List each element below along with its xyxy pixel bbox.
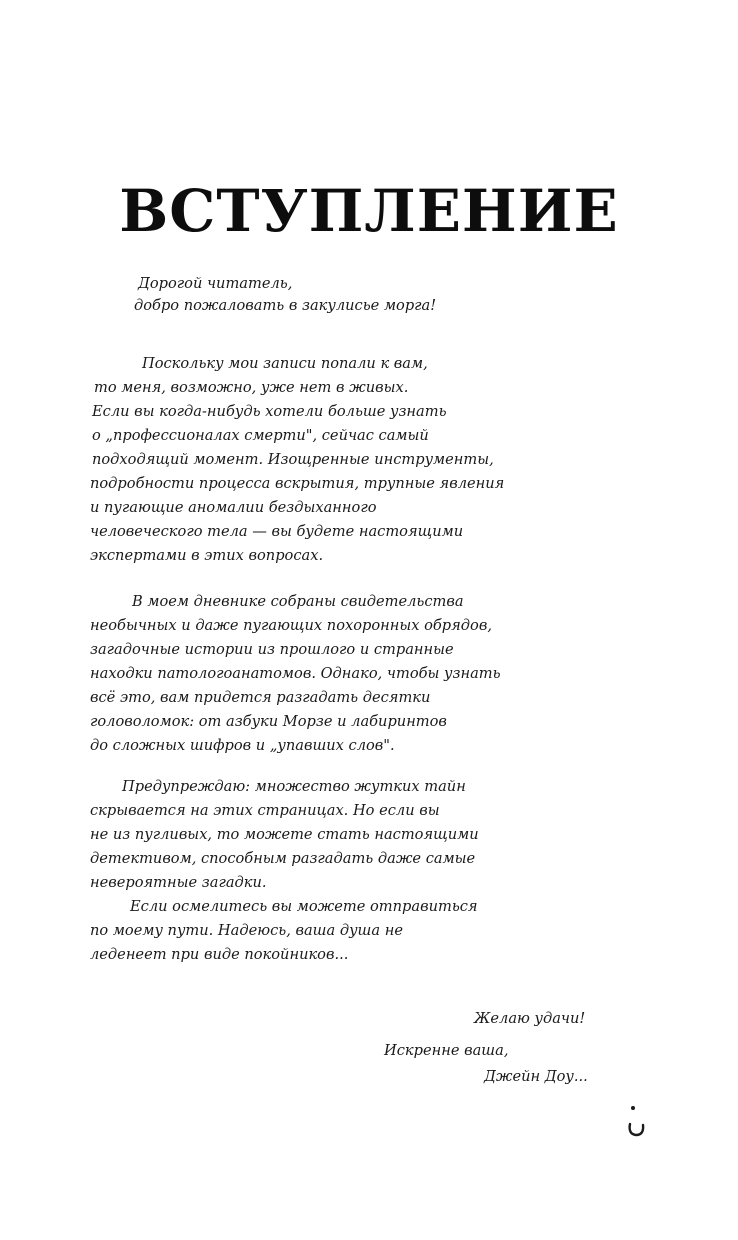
paragraph-line: подходящий момент. Изощренные инструменты, — [92, 451, 494, 468]
greeting-line: добро пожаловать в закулисье морга! — [134, 297, 437, 314]
paragraph-line: В моем дневнике собраны свидетельства — [132, 593, 464, 610]
paragraph-line: человеческого тела — вы будете настоящими — [90, 523, 464, 540]
paragraph-line: до сложных шифров и „упавших слов". — [90, 737, 395, 754]
paragraph-line: о „профессионалах смерти", сейчас самый — [92, 427, 429, 444]
closing-sign-off: Искренне ваша, — [384, 1042, 509, 1059]
paragraph-line: Предупреждаю: множество жутких тайн — [122, 778, 466, 795]
paragraph-line: головоломок: от азбуки Морзе и лабиринтов — [90, 713, 447, 730]
paragraph-line: Если осмелитесь вы можете отправиться — [130, 898, 478, 915]
paragraph-line: Поскольку мои записи попали к вам, — [142, 355, 428, 372]
signature: Джейн Доу... — [484, 1068, 588, 1085]
paragraph-line: то меня, возможно, уже нет в живых. — [94, 379, 409, 396]
paragraph-line: необычных и даже пугающих похоронных обрядов, — [90, 617, 492, 634]
paragraph-line: и пугающие аномалии бездыханного — [90, 499, 377, 516]
decorative-mark-icon — [624, 1104, 648, 1140]
paragraph-line: экспертами в этих вопросах. — [90, 547, 324, 564]
closing-wish: Желаю удачи! — [474, 1010, 586, 1027]
paragraph-line: по моему пути. Надеюсь, ваша душа не — [90, 922, 403, 939]
paragraph-line: леденеет при виде покойников... — [90, 946, 349, 963]
greeting-line: Дорогой читатель, — [138, 275, 293, 292]
paragraph-line: невероятные загадки. — [90, 874, 267, 891]
paragraph-line: Если вы когда-нибудь хотели больше узнать — [92, 403, 447, 420]
paragraph-line: подробности процесса вскрытия, трупные явления — [90, 475, 505, 492]
page-title: ВСТУПЛЕНИЕ — [119, 177, 619, 245]
paragraph-line: загадочные истории из прошлого и странные — [90, 641, 454, 658]
paragraph-line: всё это, вам придется разгадать десятки — [90, 689, 431, 706]
paragraph-line: скрывается на этих страницах. Но если вы — [90, 802, 440, 819]
paragraph-line: не из пугливых, то можете стать настоящими — [90, 826, 479, 843]
paragraph-line: находки патологоанатомов. Однако, чтобы узнать — [90, 665, 501, 682]
paragraph-line: детективом, способным разгадать даже самые — [90, 850, 476, 867]
